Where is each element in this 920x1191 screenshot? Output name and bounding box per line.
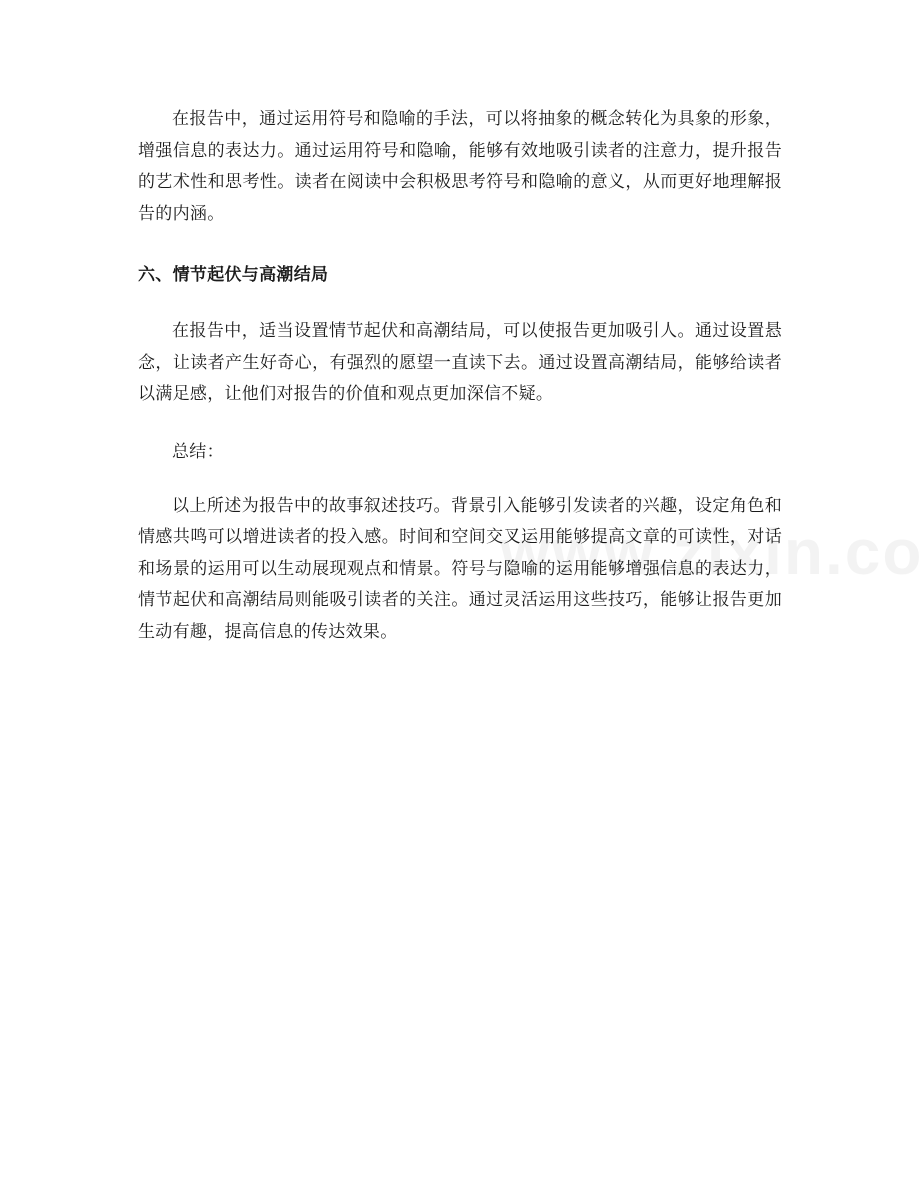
summary-label: 总结： xyxy=(172,441,224,462)
section-heading-six: 六、情节起伏与高潮结局 xyxy=(138,265,329,285)
paragraph-symbols-metaphors: 在报告中，通过运用符号和隐喻的手法，可以将抽象的概念转化为具象的形象，增强信息的表达力。通过运用符号和隐喻，能够有效地吸引读者的注意力，提升报告的艺术性和思考性。读者在阅读中会积极思考符号和隐喻的意义，从而更好地理解报告的内涵。 xyxy=(138,109,782,224)
paragraph-summary: 以上所述为报告中的故事叙述技巧。背景引入能够引发读者的兴趣，设定角色和情感共鸣可以增进读者的投入感。时间和空间交叉运用能够提高文章的可读性，对话和场景的运用可以生动展现观点和情景。符号与隐喻的运用能够增强信息的表达力，情节起伏和高潮结局则能吸引读者的关注。通过灵活运用这些技巧，能够让报告更加生动有趣，提高信息的传达效果。 xyxy=(138,495,782,642)
paragraph-plot-climax: 在报告中，适当设置情节起伏和高潮结局，可以使报告更加吸引人。通过设置悬念，让读者产生好奇心，有强烈的愿望一直读下去。通过设置高潮结局，能够给读者以满足感，让他们对报告的价值和观点更加深信不疑。 xyxy=(138,321,782,404)
